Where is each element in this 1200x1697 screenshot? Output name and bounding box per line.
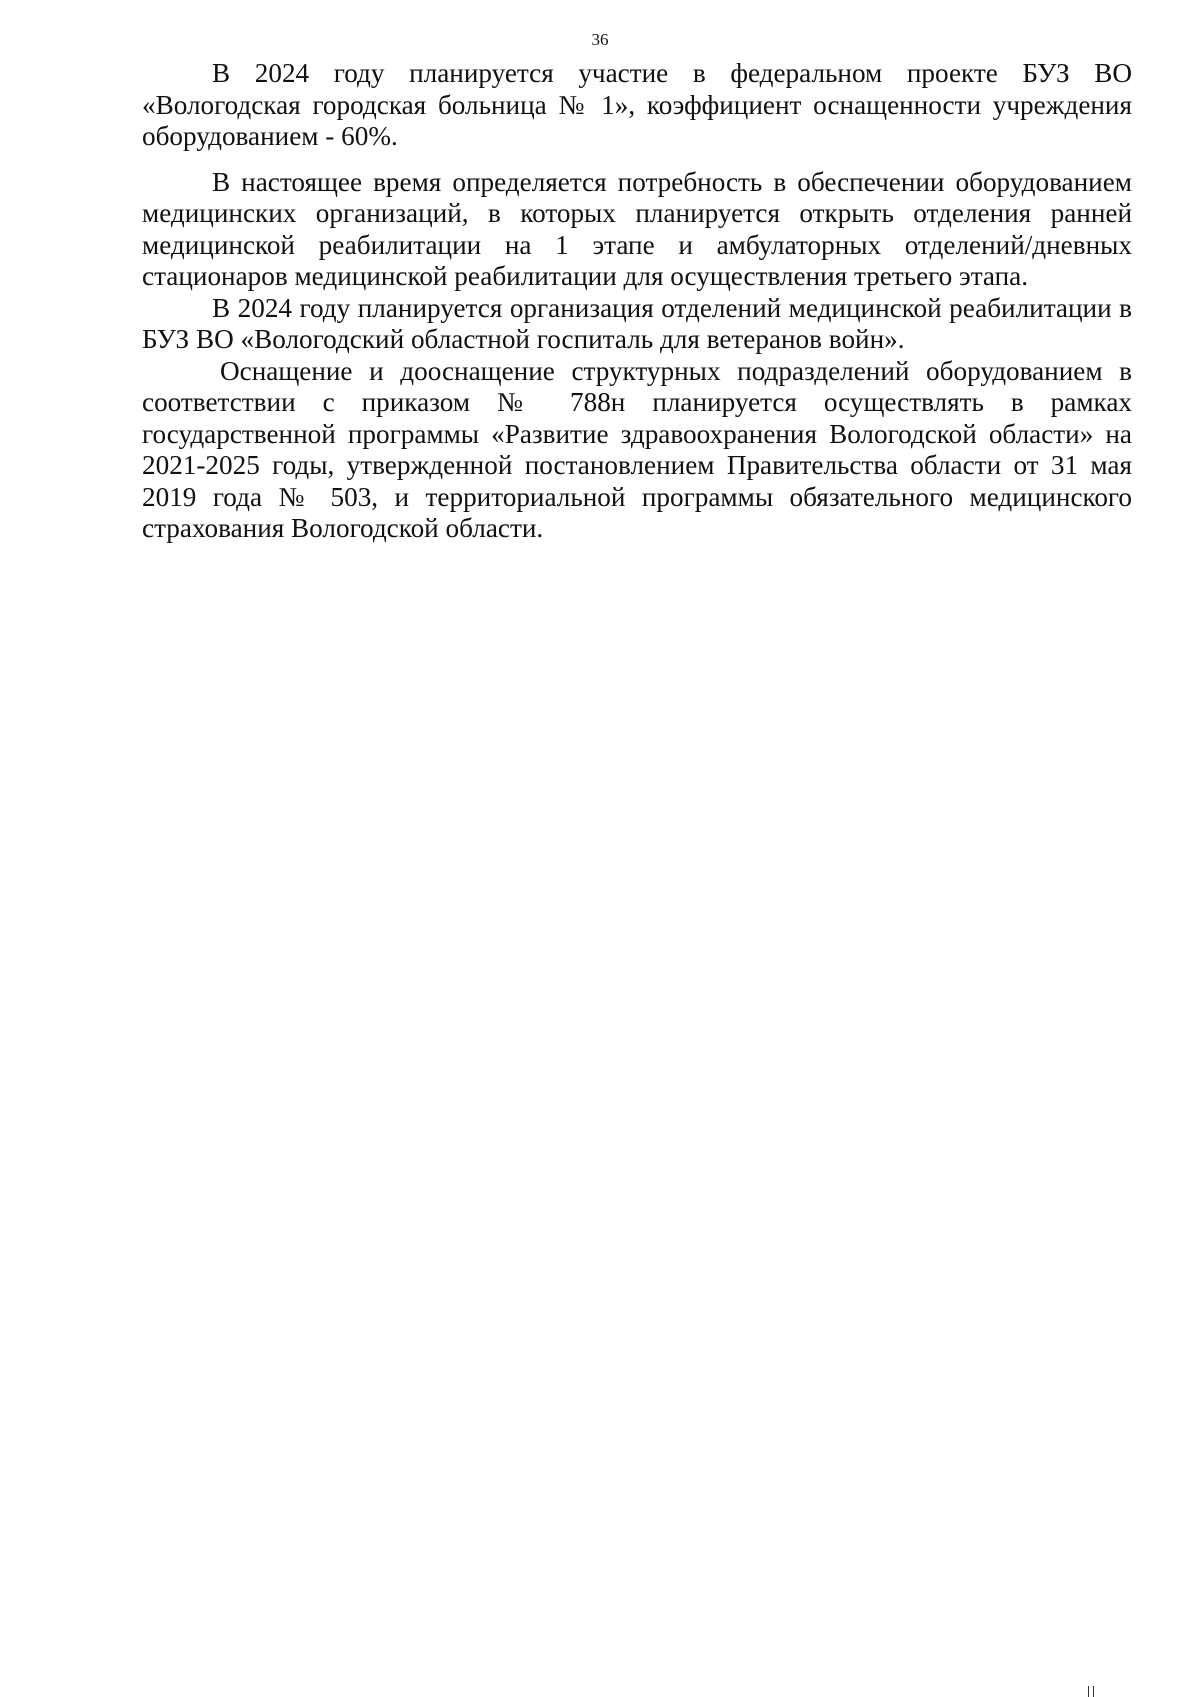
- page-number: 36: [591, 30, 609, 49]
- paragraph-1: В 2024 году планируется участие в федеральном проекте БУЗ ВО «Вологодская городская больница № 1», коэффициент оснащенности учреждения оборудованием - 60%.: [142, 58, 1132, 151]
- scan-mark: [1088, 1686, 1094, 1697]
- paragraph-4: Оснащение и дооснащение структурных подразделений оборудованием в соответствии с приказом № 788н планируется осуществлять в рамках государственной программы «Развитие здравоохранения Вологодской области» на 2021-2025 годы, утвержденной постановлением Правительства области от 31 мая 2019 года № 503, и территориальной программы обязательного медицинского страхования Вологодской области.: [142, 355, 1132, 543]
- paragraph-3: В 2024 году планируется организация отделений медицинской реабилитации в БУЗ ВО «Вологодский областной госпиталь для ветеранов войн».: [142, 292, 1132, 354]
- body-text: [142, 58, 1132, 545]
- paragraph-2: В настоящее время определяется потребность в обеспечении оборудованием медицинских организаций, в которых планируется открыть отделения ранней медицинской реабилитации на 1 этапе и амбулаторных отделений/дневных стационаров медицинской реабилитации для осуществления третьего этапа.: [142, 166, 1132, 291]
